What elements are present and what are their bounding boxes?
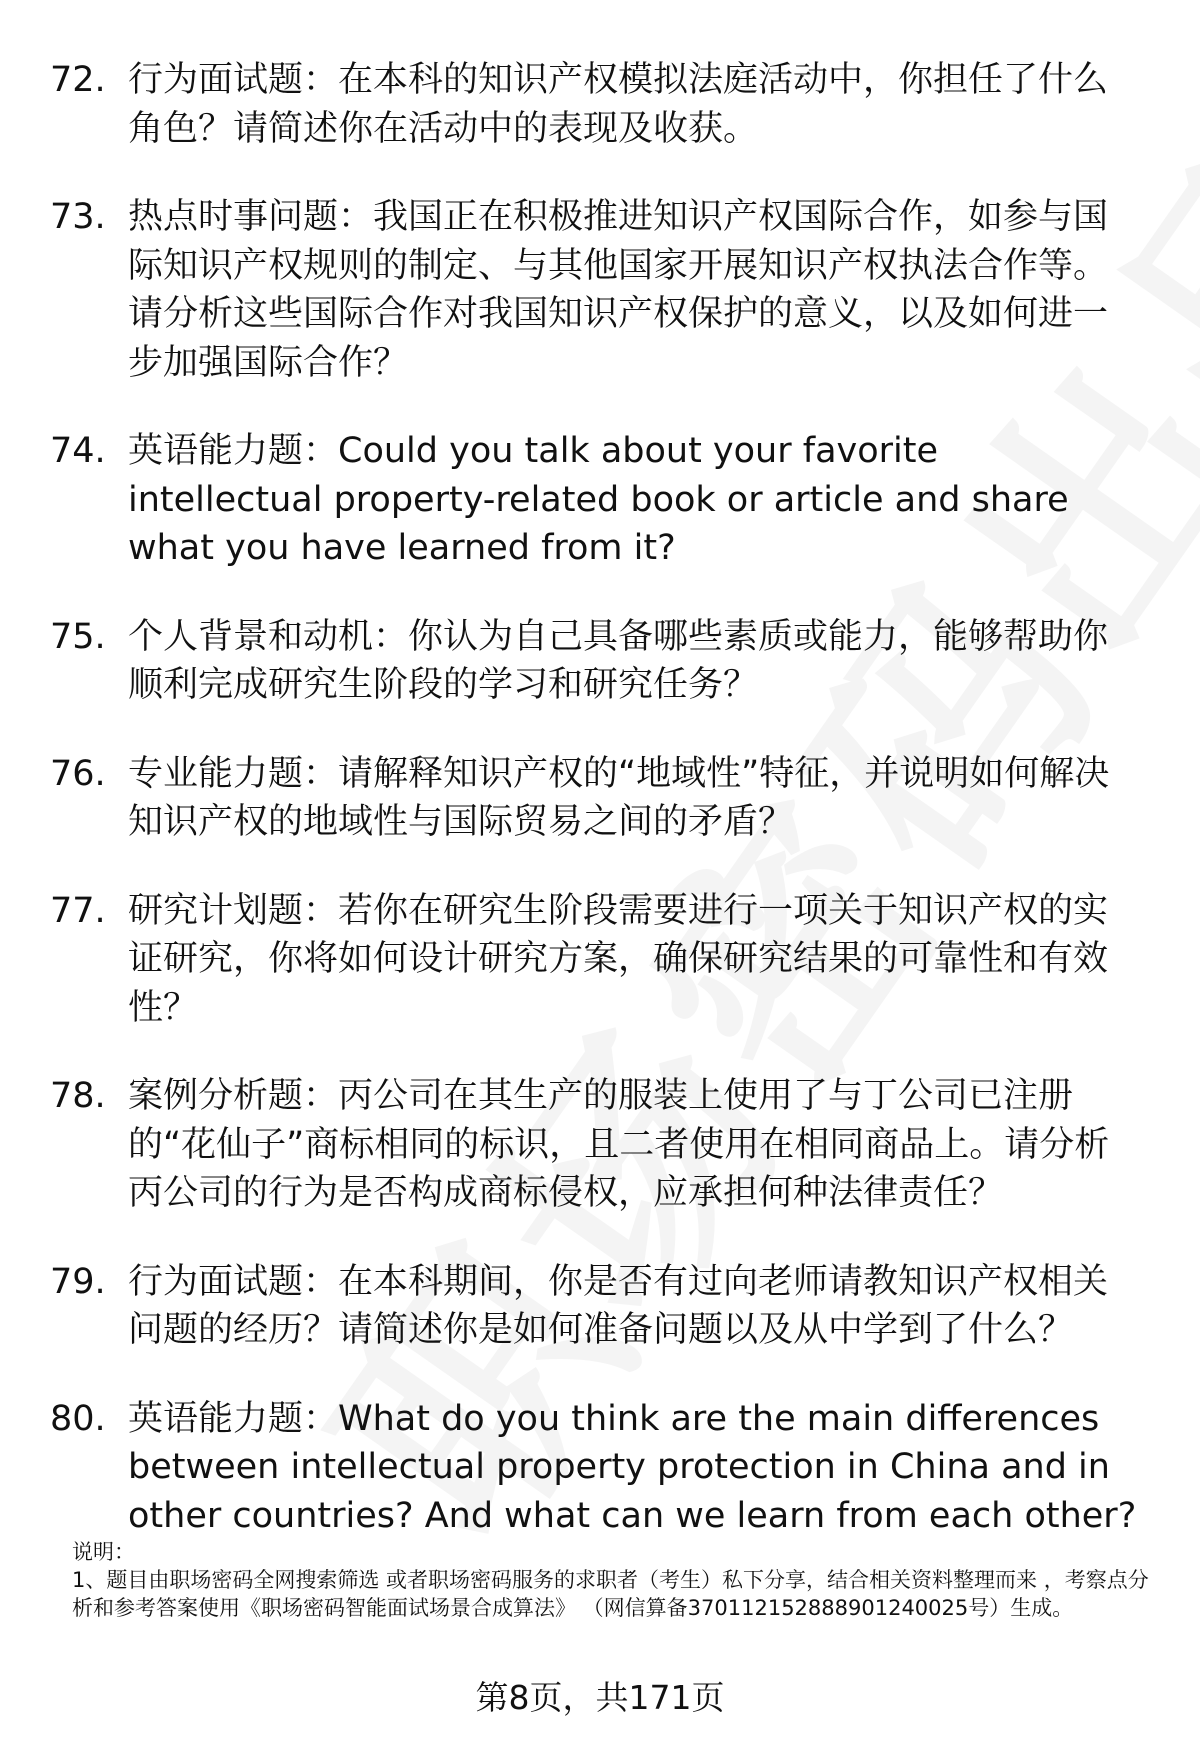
question-item [50,1395,1140,1541]
question-text: 案例分析题：丙公司在其生产的服装上使用了与丁公司已注册的“花仙子”商标相同的标识，且二者使用在相同商品上。请分析丙公司的行为是否构成商标侵权，应承担何种法律责任？ [128,1076,1110,1213]
question-number: 80. [50,1398,106,1439]
question-item [50,1258,1140,1355]
question-text: 个人背景和动机：你认为自己具备哪些素质或能力，能够帮助你顺利完成研究生阶段的学习和研究任务？ [128,616,1109,705]
question-item [50,613,1140,710]
question-text: 行为面试题：在本科的知识产权模拟法庭活动中，你担任了什么角色？请简述你在活动中的表现及收获。 [128,60,1109,149]
question-text: 英语能力题：Could you talk about your favorite intellectual property-related book or article and share what you have learned from it? [128,431,1069,568]
note-title: 说明： [72,1540,135,1564]
question-item [50,427,1140,573]
question-text: 行为面试题：在本科期间，你是否有过向老师请教知识产权相关问题的经历？请简述你是如何准备问题以及从中学到了什么？ [128,1261,1109,1350]
question-item [50,887,1140,1033]
question-item [50,193,1140,387]
question-number: 77. [50,890,106,931]
page-number: 第8页，共171页 [475,1678,725,1717]
question-item [50,1072,1140,1218]
question-number: 72. [50,60,106,100]
question-number: 73. [50,197,106,237]
question-list [50,56,1140,1580]
question-number: 79. [50,1261,106,1302]
disclaimer-note [72,1538,1152,1622]
question-number: 74. [50,431,106,471]
question-text: 英语能力题：What do you think are the main differences between intellectual property protection in China and in other countries? And what can we learn from each other? [128,1398,1137,1536]
question-number: 75. [50,616,106,657]
question-text: 专业能力题：请解释知识产权的“地域性”特征，并说明如何解决知识产权的地域性与国际贸易之间的矛盾？ [128,753,1110,842]
question-number: 76. [50,753,106,794]
question-item [50,750,1140,847]
question-number: 78. [50,1076,106,1116]
question-text: 热点时事问题：我国正在积极推进知识产权国际合作，如参与国际知识产权规则的制定、与其他国家开展知识产权执法合作等。请分析这些国际合作对我国知识产权保护的意义，以及如何进一步加强国际合作？ [128,197,1109,383]
question-text: 研究计划题：若你在研究生阶段需要进行一项关于知识产权的实证研究，你将如何设计研究方案，确保研究结果的可靠性和有效性？ [128,890,1109,1028]
question-item [50,56,1140,153]
note-body: 1、题目由职场密码全网搜索筛选 或者职场密码服务的求职者（考生）私下分享，结合相关资料整理而来 ，考察点分析和参考答案使用《职场密码智能面试场景合成算法》 （网信算备370112152888901240025号）生成。 [72,1568,1149,1620]
